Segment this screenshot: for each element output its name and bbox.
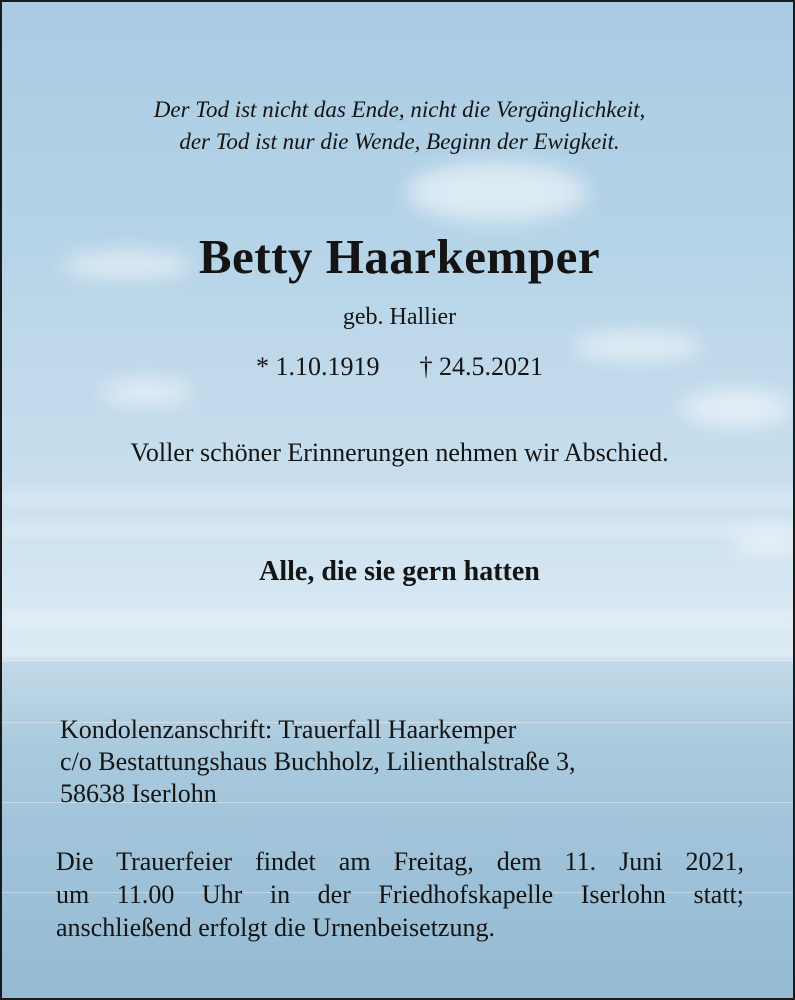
haze-band <box>2 522 795 536</box>
life-dates <box>2 352 795 382</box>
mourners-signoff: Alle, die sie gern hatten <box>259 556 540 587</box>
ceremony-line: um 11.00 Uhr in der Friedhofskapelle Iserlohn statt; <box>56 880 744 909</box>
maiden-name: geb. Hallier <box>342 304 457 330</box>
address-line: Kondolenzanschrift: Trauerfall Haarkemper <box>60 715 517 744</box>
ceremony-line: Die Trauerfeier findet am Freitag, dem 11. Juni 2021, <box>56 847 744 876</box>
death-date: † 24.5.2021 <box>419 352 543 381</box>
address-line: 58638 Iserlohn <box>60 779 217 808</box>
cloud <box>682 390 792 426</box>
ceremony-details <box>56 845 744 944</box>
quote-line: der Tod ist nur die Wende, Beginn der Ewigkeit. <box>179 129 620 154</box>
deceased-name: Betty Haarkemper <box>198 229 601 284</box>
farewell-text: Voller schöner Erinnerungen nehmen wir Abschied. <box>130 438 669 467</box>
birth-date: * 1.10.1919 <box>256 352 380 381</box>
haze-band <box>2 492 795 506</box>
condolence-address <box>60 714 576 810</box>
quote-line: Der Tod ist nicht das Ende, nicht die Vergänglichkeit, <box>153 97 646 122</box>
memorial-quote <box>2 94 795 158</box>
horizon-line <box>2 660 795 661</box>
cloud <box>102 380 192 404</box>
haze-band <box>2 612 795 626</box>
address-line: c/o Bestattungshaus Buchholz, Lilienthalstraße 3, <box>60 747 576 776</box>
ceremony-line: anschließend erfolgt die Urnenbeisetzung. <box>56 913 495 942</box>
cloud <box>407 162 587 222</box>
